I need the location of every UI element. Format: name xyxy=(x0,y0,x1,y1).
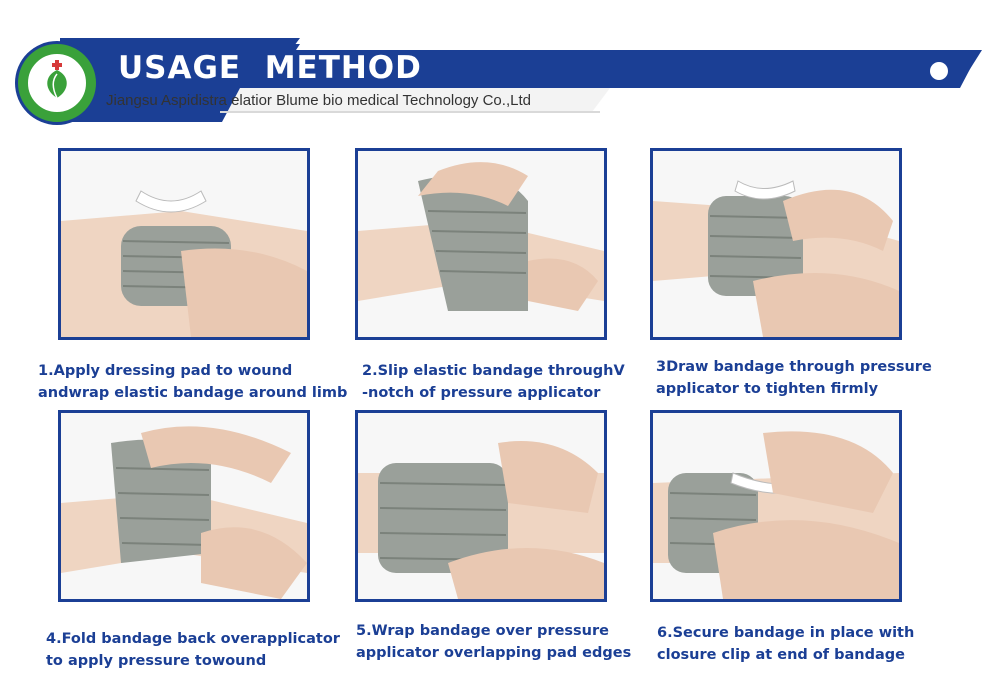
step-2-image xyxy=(355,148,607,340)
step-4-line1: 4.Fold bandage back overapplicator xyxy=(46,631,340,647)
page-title: USAGE METHOD xyxy=(118,50,422,86)
step-1-line1: 1.Apply dressing pad to wound xyxy=(38,363,293,379)
step-3-line2: applicator to tighten firmly xyxy=(656,381,879,397)
step-3-caption xyxy=(656,356,976,400)
header-banner xyxy=(0,0,992,130)
step-6-caption xyxy=(657,622,977,666)
step-5-line2: applicator overlapping pad edges xyxy=(356,645,632,661)
step-6-line2: closure clip at end of bandage xyxy=(657,647,906,663)
step-4-line2: to apply pressure towound xyxy=(46,653,267,669)
company-logo xyxy=(14,40,100,126)
step-4-image xyxy=(58,410,310,602)
step-6-line1: 6.Secure bandage in place with xyxy=(657,625,915,641)
step-3-line1: 3Draw bandage through pressure xyxy=(656,359,932,375)
step-2-caption xyxy=(362,360,682,404)
step-5-caption xyxy=(356,620,676,664)
step-2-line2: -notch of pressure applicator xyxy=(362,385,601,401)
step-2-line1: 2.Slip elastic bandage throughV xyxy=(362,363,625,379)
step-1-caption xyxy=(38,360,358,404)
step-1-image xyxy=(58,148,310,340)
step-1-line2: andwrap elastic bandage around limb xyxy=(38,385,348,401)
company-name: Jiangsu Aspidistra elatior Blume bio medical Technology Co.,Ltd xyxy=(106,92,531,109)
step-5-image xyxy=(355,410,607,602)
step-3-image xyxy=(650,148,902,340)
step-6-image xyxy=(650,410,902,602)
step-4-caption xyxy=(46,628,366,672)
banner-dot xyxy=(930,62,948,80)
step-5-line1: 5.Wrap bandage over pressure xyxy=(356,623,609,639)
